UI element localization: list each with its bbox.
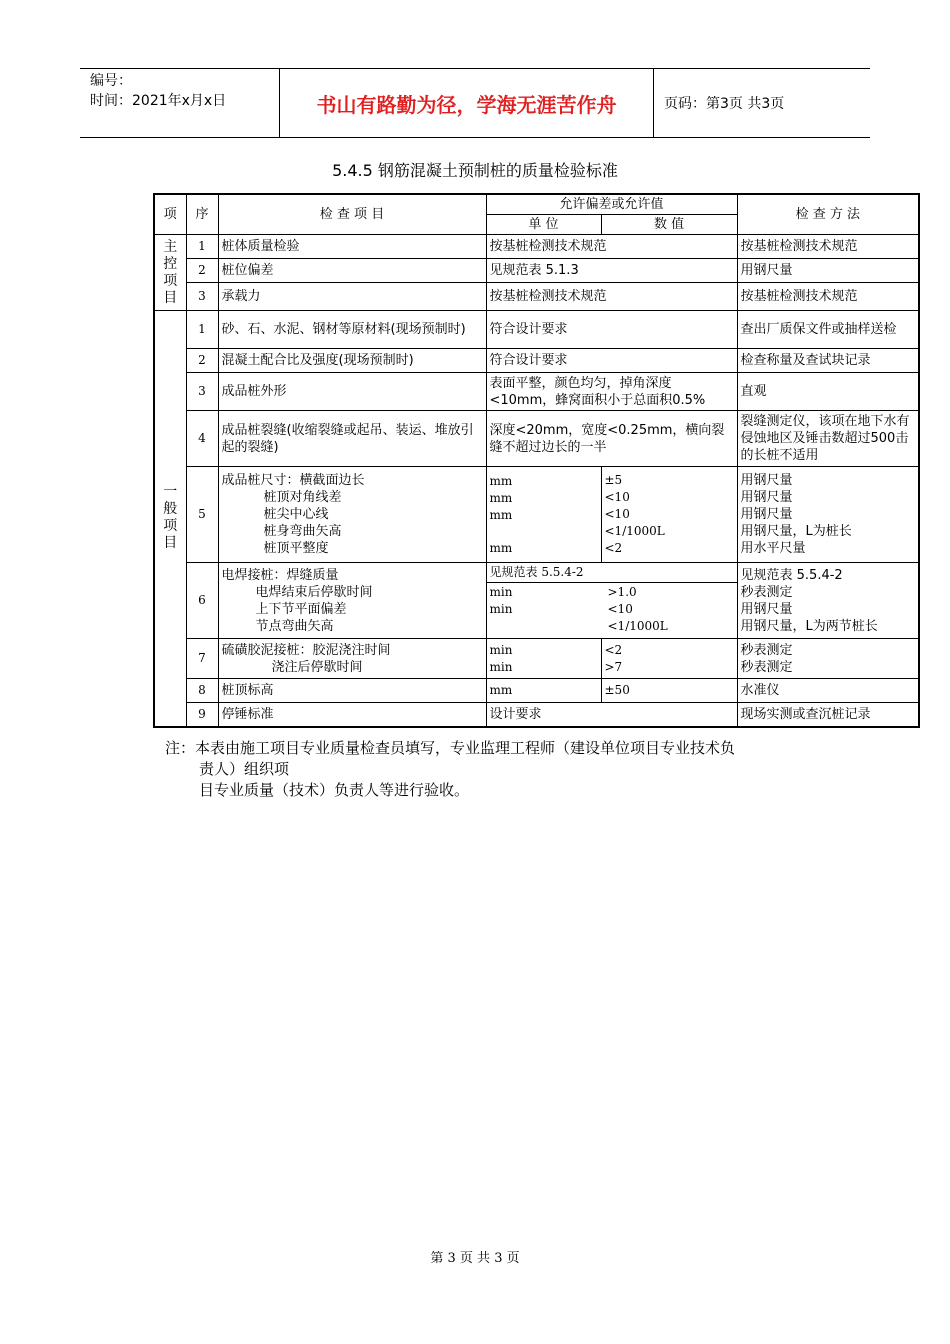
unit-column <box>490 584 608 635</box>
method-cell <box>737 467 919 563</box>
sub-item: 节点弯曲矢高 <box>255 618 334 634</box>
unit-value <box>490 524 598 540</box>
method-line: 秒表测定 <box>740 642 793 658</box>
seq-cell: 9 <box>186 703 218 727</box>
allowance-ref: 见规范表 5.5.4-2 <box>487 563 737 583</box>
sub-item: 桩顶对角线差 <box>263 490 342 505</box>
unit-value: min <box>489 602 513 616</box>
method-cell: 水准仪 <box>737 679 919 703</box>
tolerance-value: >1.0 <box>607 585 637 599</box>
method-cell: 按基桩检测技术规范 <box>737 235 919 259</box>
method-cell: 用钢尺量 <box>737 259 919 283</box>
check-item-cell: 成品桩外形 <box>218 373 486 411</box>
check-item-cell: 桩位偏差 <box>218 259 486 283</box>
doc-number-label: 编号： <box>90 73 132 89</box>
general-item-text: 一般项目 <box>163 484 178 552</box>
header-check-item: 检 查 项 目 <box>218 194 486 235</box>
seq-cell: 1 <box>186 311 218 349</box>
seq-cell: 3 <box>186 283 218 311</box>
tolerance-value: ±5 <box>604 473 623 487</box>
value-cell <box>601 467 737 563</box>
allowance-cell: 表面平整，颜色均匀，掉角深度<10mm，蜂窝面积小于总面积0.5% <box>486 373 737 411</box>
sub-item: 桩尖中心线 <box>263 507 329 522</box>
tolerance-value: <2 <box>604 541 623 555</box>
table-row <box>154 235 919 259</box>
unit-value: mm <box>489 540 513 555</box>
seq-cell: 6 <box>186 563 218 639</box>
table-row <box>154 411 919 467</box>
unit-value: min <box>489 642 513 657</box>
sub-item: 成品桩尺寸：横截面边长 <box>221 473 365 488</box>
seq-cell: 7 <box>186 639 218 679</box>
document-title: 5.4.5 钢筋混凝土预制桩的质量检验标准 <box>332 161 618 180</box>
seq-cell: 2 <box>186 349 218 373</box>
unit-cell <box>486 639 601 679</box>
header-meta <box>80 69 280 137</box>
unit-value: min <box>489 585 513 599</box>
sub-item: 桩身弯曲矢高 <box>263 524 342 539</box>
header-value: 数 值 <box>601 215 737 235</box>
method-line: 用钢尺量，L为桩长 <box>740 524 852 539</box>
allowance-values <box>487 583 737 636</box>
method-cell: 按基桩检测技术规范 <box>737 283 919 311</box>
method-cell: 直观 <box>737 373 919 411</box>
header-item: 项 <box>154 194 186 235</box>
check-item-cell <box>218 563 486 639</box>
value-column <box>608 584 668 635</box>
table-row <box>154 373 919 411</box>
method-line: 用钢尺量 <box>740 601 793 617</box>
sub-item: 电焊结束后停歇时间 <box>255 584 373 600</box>
unit-value: min <box>489 659 513 674</box>
table-row <box>154 563 919 639</box>
tolerance-value: <10 <box>604 490 630 504</box>
header-seq: 序 <box>186 194 218 235</box>
header-method: 检 查 方 法 <box>737 194 919 235</box>
sub-item: 硫磺胶泥接桩：胶泥浇注时间 <box>221 642 391 658</box>
method-line: 用钢尺量 <box>740 507 793 522</box>
check-item-cell: 成品桩裂缝(收缩裂缝或起吊、装运、堆放引起的裂缝) <box>218 411 486 467</box>
tolerance-value: <10 <box>604 507 630 521</box>
header-unit: 单 位 <box>486 215 601 235</box>
method-line: 用钢尺量，L为两节桩长 <box>740 618 878 634</box>
note-line: 目专业质量（技术）负责人等进行验收。 <box>199 781 470 799</box>
table-row <box>154 639 919 679</box>
tolerance-value: <2 <box>604 642 623 657</box>
method-cell: 裂缝测定仪，该项在地下水有侵蚀地区及锤击数超过500击的长桩不适用 <box>737 411 919 467</box>
check-item-cell: 承载力 <box>218 283 486 311</box>
sub-item: 浇注后停歇时间 <box>271 659 363 675</box>
allowance-cell: 符合设计要求 <box>486 311 737 349</box>
method-cell: 检查称量及查试块记录 <box>737 349 919 373</box>
page-footer: 第 3 页 共 3 页 <box>430 1251 520 1266</box>
check-item-cell: 砂、石、水泥、钢材等原材料(现场预制时) <box>218 311 486 349</box>
method-line: 见规范表 5.5.4-2 <box>740 567 843 583</box>
allowance-cell <box>486 563 737 639</box>
value-cell: ±50 <box>601 679 737 703</box>
check-item-cell: 停锤标准 <box>218 703 486 727</box>
seq-cell: 3 <box>186 373 218 411</box>
seq-cell: 4 <box>186 411 218 467</box>
sub-item: 桩顶平整度 <box>263 541 329 556</box>
table-row <box>154 259 919 283</box>
check-item-cell <box>218 467 486 563</box>
allowance-cell: 见规范表 5.1.3 <box>486 259 737 283</box>
table-row <box>154 283 919 311</box>
allowance-cell: 深度<20mm，宽度<0.25mm，横向裂缝不超过边长的一半 <box>486 411 737 467</box>
method-line: 秒表测定 <box>740 659 793 675</box>
header-page-info: 页码：第3页 共3页 <box>664 96 785 112</box>
quality-standard-table <box>153 193 920 728</box>
check-item-cell: 桩体质量检验 <box>218 235 486 259</box>
main-control-label <box>154 235 186 311</box>
tolerance-value: <10 <box>607 602 633 616</box>
table-row <box>154 703 919 727</box>
method-cell <box>737 639 919 679</box>
tolerance-value: <1/1000L <box>607 619 668 633</box>
tolerance-value: >7 <box>604 659 623 674</box>
table-row <box>154 311 919 349</box>
seq-cell: 5 <box>186 467 218 563</box>
unit-value: mm <box>489 507 513 522</box>
unit-cell <box>486 467 601 563</box>
unit-cell: mm <box>486 679 601 703</box>
tolerance-value: <1/1000L <box>604 524 665 538</box>
main-control-text: 主控项目 <box>163 238 178 306</box>
table-header-row <box>154 194 919 215</box>
sub-item: 电焊接桩：焊缝质量 <box>221 567 339 583</box>
check-item-cell: 混凝土配合比及强度(现场预制时) <box>218 349 486 373</box>
allowance-cell: 设计要求 <box>486 703 737 727</box>
value-cell <box>601 639 737 679</box>
method-line: 用水平尺量 <box>740 541 806 556</box>
sub-item: 上下节平面偏差 <box>255 601 347 617</box>
allowance-cell: 符合设计要求 <box>486 349 737 373</box>
unit-value: mm <box>489 473 513 488</box>
note-line: 注：本表由施工项目专业质量检查员填写，专业监理工程师（建设单位项目专业技术负 <box>165 739 736 757</box>
table-row <box>154 349 919 373</box>
method-line: 用钢尺量 <box>740 490 793 505</box>
note-line: 责人）组织项 <box>199 760 290 778</box>
header-allowance: 允许偏差或允许值 <box>486 194 737 215</box>
method-line: 秒表测定 <box>740 584 793 600</box>
method-cell: 现场实测或查沉桩记录 <box>737 703 919 727</box>
table-note <box>165 738 735 801</box>
page-header <box>80 68 870 138</box>
seq-cell: 2 <box>186 259 218 283</box>
method-line: 用钢尺量 <box>740 473 793 488</box>
method-cell <box>737 563 919 639</box>
doc-date-label: 时间：2021年x月x日 <box>90 93 227 109</box>
table-row <box>154 467 919 563</box>
check-item-cell: 桩顶标高 <box>218 679 486 703</box>
header-motto: 书山有路勤为径，学海无涯苦作舟 <box>280 69 654 137</box>
method-cell: 查出厂质保文件或抽样送检 <box>737 311 919 349</box>
general-item-label <box>154 311 186 727</box>
check-item-cell <box>218 639 486 679</box>
unit-value: mm <box>489 490 513 505</box>
table-row <box>154 679 919 703</box>
allowance-cell: 按基桩检测技术规范 <box>486 283 737 311</box>
seq-cell: 8 <box>186 679 218 703</box>
seq-cell: 1 <box>186 235 218 259</box>
allowance-cell: 按基桩检测技术规范 <box>486 235 737 259</box>
